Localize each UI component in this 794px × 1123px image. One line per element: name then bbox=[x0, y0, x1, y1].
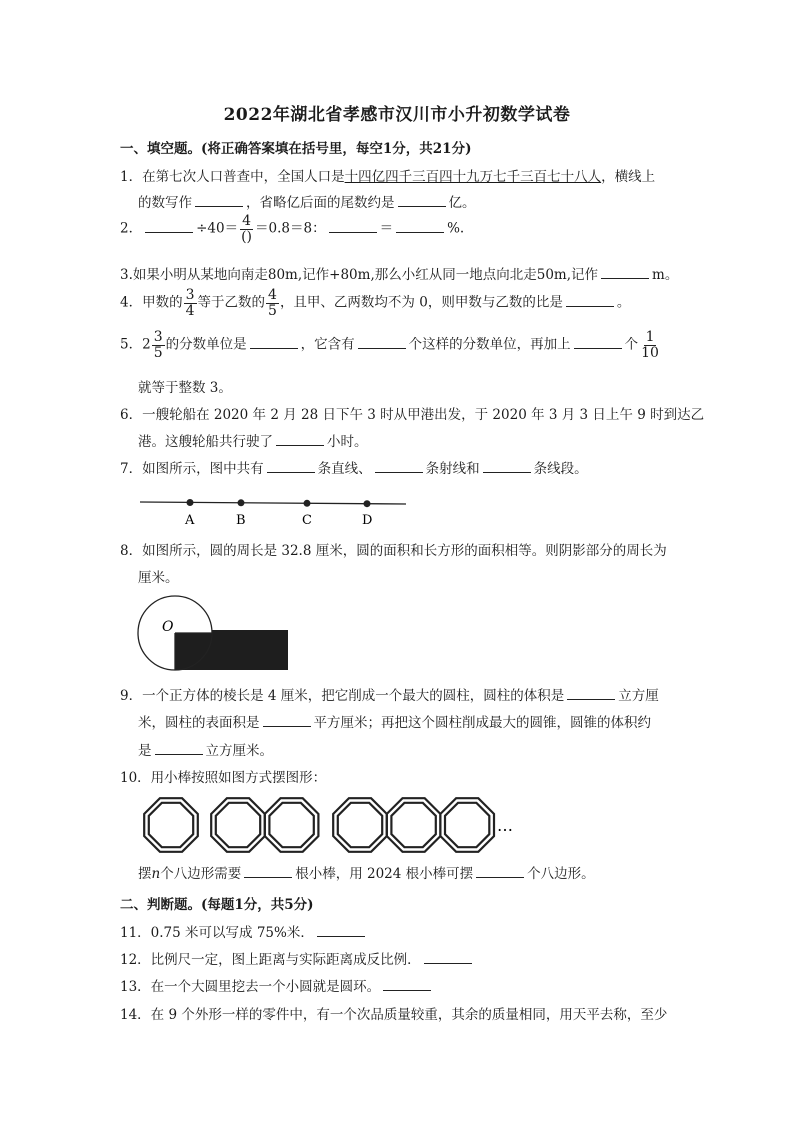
q10-variable-n: n bbox=[151, 866, 161, 882]
octagon-inner bbox=[269, 803, 313, 847]
point-c-label: C bbox=[302, 513, 312, 528]
octagon-inner bbox=[391, 803, 435, 847]
question-9-line1 bbox=[120, 684, 659, 704]
question-8-line1: 8．如图所示，圆的周长是 32.8 厘米，圆的面积和长方形的面积相等。则阴影部分的周长为 bbox=[120, 543, 667, 559]
octagon-outer bbox=[144, 798, 198, 852]
question-6-line2 bbox=[138, 430, 368, 450]
q9-text-c: 米，圆柱的表面积是 bbox=[138, 715, 260, 731]
q5-text-b: 的分数单位是 bbox=[165, 336, 247, 353]
question-11 bbox=[120, 921, 368, 941]
q4-fraction-1: $\frac{3}{4}$ bbox=[185, 287, 195, 319]
q1-text-b: ，横线上 bbox=[601, 169, 656, 185]
octagon-inner bbox=[445, 803, 489, 847]
q7-text-d: 条线段。 bbox=[533, 461, 588, 477]
q7-line-figure bbox=[138, 490, 413, 530]
q4-text-d: 。 bbox=[616, 294, 631, 311]
q4-text-b: 等于乙数的 bbox=[197, 294, 266, 311]
answer-blank[interactable] bbox=[396, 220, 444, 233]
answer-blank[interactable] bbox=[329, 220, 377, 233]
point-d-dot bbox=[364, 500, 371, 507]
q1-text-c: 的数写作 bbox=[138, 195, 192, 211]
answer-blank[interactable] bbox=[358, 336, 406, 349]
answer-blank[interactable] bbox=[250, 336, 298, 349]
q9-text-f: 立方厘米。 bbox=[205, 743, 273, 759]
question-12 bbox=[120, 948, 475, 968]
question-9-line2 bbox=[138, 711, 651, 731]
answer-blank[interactable] bbox=[263, 714, 311, 727]
question-13 bbox=[120, 975, 434, 995]
question-5 bbox=[120, 330, 662, 360]
answer-blank[interactable] bbox=[375, 460, 423, 473]
point-a-label: A bbox=[185, 513, 195, 528]
question-5-line2: 就等于整数 3。 bbox=[138, 380, 232, 396]
q1-text-d: ，省略亿后面的尾数约是 bbox=[246, 195, 395, 211]
answer-blank[interactable] bbox=[267, 460, 315, 473]
q5-number: 5． bbox=[120, 336, 143, 353]
answer-blank[interactable] bbox=[476, 865, 524, 878]
answer-blank[interactable] bbox=[574, 336, 622, 349]
q10-text-a: 摆 bbox=[138, 866, 152, 882]
q2-text-d: ＝ bbox=[379, 220, 394, 237]
answer-blank[interactable] bbox=[398, 194, 446, 207]
answer-blank[interactable] bbox=[195, 194, 243, 207]
question-6-line1: 6．一艘轮船在 2020 年 2 月 28 日下午 3 时从甲港出发，于 2020 年 3 月 3 日上午 9 时到达乙 bbox=[120, 407, 705, 423]
q3-text: 3.如果小明从某地向南走80m,记作+80m,那么小红从同一地点向北走50m,记作 bbox=[120, 267, 599, 283]
q10-text-c: 根小棒，用 2024 根小棒可摆 bbox=[295, 866, 474, 882]
section1-heading: 一、填空题。(将正确答案填在括号里，每空1分，共21分) bbox=[120, 141, 472, 157]
point-b-label: B bbox=[236, 513, 246, 528]
answer-blank[interactable] bbox=[567, 687, 615, 700]
q10-text-b: 个八边形需要 bbox=[160, 866, 242, 882]
octagon-pattern bbox=[144, 798, 494, 852]
q4-text-a: 4．甲数的 bbox=[120, 294, 183, 311]
q13-text: 13．在一个大圆里挖去一个小圆就是圆环。 bbox=[120, 979, 381, 995]
q2-number: 2． bbox=[120, 220, 143, 237]
answer-blank[interactable] bbox=[145, 220, 193, 233]
q6-text-b: 小时。 bbox=[327, 434, 368, 450]
answer-blank[interactable] bbox=[566, 294, 614, 307]
octagon-inner bbox=[216, 803, 260, 847]
q3-unit: m。 bbox=[652, 267, 679, 283]
octagon-outer bbox=[440, 798, 494, 852]
q1-population-number: 十四亿四千三百四十九万七千三百七十八人 bbox=[344, 169, 602, 185]
point-c-dot bbox=[304, 500, 311, 507]
q7-text-b: 条直线、 bbox=[317, 461, 372, 477]
q9-text-e: 是 bbox=[138, 743, 152, 759]
question-10-line2 bbox=[138, 862, 595, 882]
q6-text-a: 港。这艘轮船共行驶了 bbox=[138, 434, 273, 450]
question-1-line1 bbox=[120, 165, 655, 185]
point-d-label: D bbox=[362, 513, 373, 528]
q2-fraction: $\frac{4}{()}$ bbox=[241, 213, 253, 245]
q1-text-e: 亿。 bbox=[448, 195, 476, 211]
section2-heading: 二、判断题。(每题1分，共5分) bbox=[120, 897, 314, 913]
q5-fraction: $\frac{3}{5}$ bbox=[153, 329, 163, 361]
q7-text-c: 条射线和 bbox=[425, 461, 480, 477]
q7-text-a: 7．如图所示，图中共有 bbox=[120, 461, 264, 477]
answer-blank[interactable] bbox=[601, 266, 649, 279]
question-8-line2: 厘米。 bbox=[138, 570, 179, 586]
q4-text-c: ，且甲、乙两数均不为 0，则甲数与乙数的比是 bbox=[279, 294, 563, 311]
octagon-outer bbox=[387, 798, 441, 852]
octagon-outer bbox=[333, 798, 387, 852]
q9-text-b: 立方厘 bbox=[618, 688, 659, 704]
question-7 bbox=[120, 457, 588, 477]
question-3 bbox=[120, 263, 678, 283]
answer-blank[interactable] bbox=[244, 865, 292, 878]
question-10-line1: 10．用小棒按照如图方式摆图形： bbox=[120, 770, 327, 786]
octagon-inner bbox=[338, 803, 382, 847]
q10-octagon-figure bbox=[135, 793, 535, 857]
q9-text-a: 9．一个正方体的棱长是 4 厘米，把它削成一个最大的圆柱，圆柱的体积是 bbox=[120, 688, 565, 704]
question-14: 14．在 9 个外形一样的零件中，有一个次品质量较重，其余的质量相同，用天平去称，至少 bbox=[120, 1007, 668, 1023]
q5-fraction-2: $\frac{1}{10}$ bbox=[641, 329, 659, 361]
question-1-line2 bbox=[138, 191, 476, 211]
q4-fraction-2: $\frac{4}{5}$ bbox=[268, 287, 277, 319]
q11-text: 11．0.75 米可以写成 75%米． bbox=[120, 925, 314, 941]
point-b-dot bbox=[238, 499, 245, 506]
answer-blank[interactable] bbox=[317, 924, 365, 937]
question-2 bbox=[120, 214, 464, 244]
shaded-rectangle bbox=[175, 630, 288, 670]
q2-text-e: %. bbox=[447, 220, 465, 237]
octagon-inner bbox=[149, 803, 193, 847]
q5-whole-part: 2 bbox=[142, 336, 151, 353]
q9-text-d: 平方厘米；再把这个圆柱削成最大的圆锥，圆锥的体积约 bbox=[313, 715, 651, 731]
q5-text-d: 个这样的分数单位，再加上 bbox=[408, 336, 571, 353]
answer-blank[interactable] bbox=[424, 951, 472, 964]
q2-text-b: ÷40＝ bbox=[196, 220, 239, 237]
circle-center-label: O bbox=[162, 619, 174, 635]
octagon-outer bbox=[265, 798, 319, 852]
octagon-outer bbox=[211, 798, 265, 852]
answer-blank[interactable] bbox=[276, 433, 324, 446]
q8-circle-rectangle-figure bbox=[135, 593, 295, 675]
answer-blank[interactable] bbox=[155, 742, 203, 755]
ellipsis: … bbox=[497, 816, 513, 835]
answer-blank[interactable] bbox=[483, 460, 531, 473]
q5-text-c: ，它含有 bbox=[300, 336, 355, 353]
q2-text-c: ＝0.8＝8： bbox=[255, 220, 326, 237]
question-4 bbox=[120, 288, 630, 318]
question-9-line3 bbox=[138, 739, 273, 759]
answer-blank[interactable] bbox=[383, 978, 431, 991]
q10-text-d: 个八边形。 bbox=[527, 866, 595, 882]
page-title: 2022年湖北省孝感市汉川市小升初数学试卷 bbox=[223, 105, 571, 125]
point-a-dot bbox=[187, 499, 194, 506]
q5-text-e: 个 bbox=[624, 336, 639, 353]
q12-text: 12．比例尺一定，图上距离与实际距离成反比例． bbox=[120, 952, 421, 968]
q1-text: 1．在第七次人口普查中，全国人口是 bbox=[120, 169, 345, 185]
